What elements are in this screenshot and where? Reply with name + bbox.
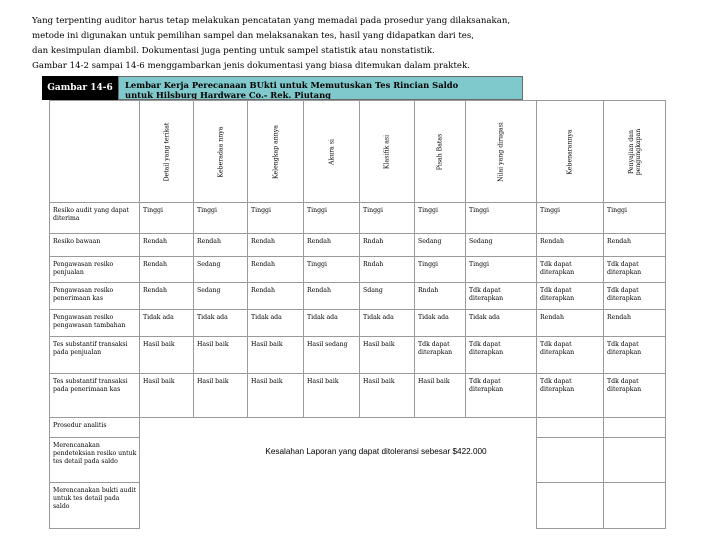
worksheet-title-line: untuk Hilsburg Hardware Co.- Rek. Piutang xyxy=(125,90,332,100)
row-label: Resiko bawaan xyxy=(50,234,140,257)
table-cell: Rndah xyxy=(415,283,466,310)
note-area xyxy=(140,418,537,529)
figure-label: Gambar 14-6 xyxy=(42,76,118,100)
table-cell: Sedang xyxy=(194,283,248,310)
table-cell: Rendah xyxy=(194,234,248,257)
table-cell: Tinggi xyxy=(304,257,360,283)
column-header: Keberadaa nnya xyxy=(194,101,248,203)
intro-line: Yang terpenting auditor harus tetap melakukan pencatatan yang memadai pada prosedur yang dilaksanakan, xyxy=(32,16,511,26)
column-header: Detail yang terikat xyxy=(140,101,194,203)
column-header: Nilai yang dirugasi xyxy=(466,101,537,203)
table-cell: Rendah xyxy=(140,257,194,283)
table-row xyxy=(50,418,666,438)
table-cell: Sedang xyxy=(415,234,466,257)
table-cell: Rendah xyxy=(604,234,666,257)
column-header: Klasifik asi xyxy=(360,101,415,203)
table-cell: Hasil baik xyxy=(360,337,415,374)
header-blank xyxy=(50,101,140,203)
table-cell: Rendah xyxy=(140,234,194,257)
table-cell: Tdk dapat diterapkan xyxy=(537,337,604,374)
table-cell: Rendah xyxy=(304,234,360,257)
table-cell: Rendah xyxy=(537,234,604,257)
tolerable-misstatement-note: Kesalahan Laporan yang dapat ditoleransi sebesar $422.000 xyxy=(265,447,487,456)
table-cell: Tdk dapat diterapkan xyxy=(466,283,537,310)
table-cell: Tidak ada xyxy=(194,310,248,337)
table-cell: Tdk dapat diterapkan xyxy=(415,337,466,374)
column-header: Penyajian dan pengungkapan xyxy=(604,101,666,203)
table-cell: Rendah xyxy=(140,283,194,310)
column-header: Akura si xyxy=(304,101,360,203)
worksheet-title xyxy=(118,76,523,100)
table-cell: Hasil baik xyxy=(194,374,248,418)
table-cell: Tinggi xyxy=(537,203,604,234)
table-cell: Tinggi xyxy=(194,203,248,234)
table-cell: Tinggi xyxy=(360,203,415,234)
table-cell: Rndah xyxy=(360,257,415,283)
table-cell: Hasil baik xyxy=(304,374,360,418)
table-cell: Tdk dapat diterapkan xyxy=(466,337,537,374)
intro-line: metode ini digunakan untuk pemilihan sampel dan melaksanakan tes, hasil yang didapatkan dari tes, xyxy=(32,31,475,41)
table-cell: Tinggi xyxy=(466,257,537,283)
table-cell xyxy=(537,483,604,529)
column-header: Kebenarannya xyxy=(537,101,604,203)
row-label: Pengawasan resiko pengawasan tambahan xyxy=(50,310,140,337)
table-cell: Tdk dapat diterapkan xyxy=(604,283,666,310)
table-row xyxy=(50,310,666,337)
table-cell: Tinggi xyxy=(466,203,537,234)
table-cell: Tidak ada xyxy=(248,310,304,337)
table-cell xyxy=(604,438,666,483)
table-cell xyxy=(537,438,604,483)
table-cell: Hasil baik xyxy=(248,337,304,374)
intro-line: Gambar 14-2 sampai 14-6 menggambarkan jenis dokumentasi yang biasa ditemukan dalam praktek. xyxy=(32,61,470,71)
table-cell: Tdk dapat diterapkan xyxy=(604,337,666,374)
table-cell: Tdk dapat diterapkan xyxy=(604,374,666,418)
intro-paragraph xyxy=(32,14,692,74)
table-cell: Rendah xyxy=(248,234,304,257)
table-cell: Rendah xyxy=(537,310,604,337)
table-row xyxy=(50,283,666,310)
table-cell: Sedang xyxy=(466,234,537,257)
table-cell: Hasil baik xyxy=(140,337,194,374)
table-cell: Rendah xyxy=(304,283,360,310)
evidence-planning-table xyxy=(49,100,666,529)
table-cell: Rendah xyxy=(248,283,304,310)
table-cell: Tinggi xyxy=(304,203,360,234)
table-cell: Hasil sedang xyxy=(304,337,360,374)
table-cell: Tidak ada xyxy=(415,310,466,337)
table-row xyxy=(50,257,666,283)
table-cell: Rendah xyxy=(248,257,304,283)
table-cell: Hasil baik xyxy=(194,337,248,374)
row-label: Pengawasan resiko penjualan xyxy=(50,257,140,283)
row-label: Merencanakan bukti audit untuk tes detail pada saldo xyxy=(50,483,140,529)
intro-line: dan kesimpulan diambil. Dokumentasi juga penting untuk sampel statistik atau nonstatistik. xyxy=(32,46,435,56)
table-cell: Tidak ada xyxy=(360,310,415,337)
table-row xyxy=(50,203,666,234)
table-cell: Rndah xyxy=(360,234,415,257)
table-cell: Tinggi xyxy=(604,203,666,234)
table-cell: Tinggi xyxy=(140,203,194,234)
table-cell xyxy=(604,483,666,529)
table-cell: Tinggi xyxy=(415,257,466,283)
table-cell: Tdk dapat diterapkan xyxy=(537,257,604,283)
worksheet-title-line: Lembar Kerja Perecanaan BUkti untuk Memutuskan Tes Rincian Saldo xyxy=(125,80,459,90)
column-header: Kelengkap annya xyxy=(248,101,304,203)
table-header-row xyxy=(50,101,666,203)
row-label: Tes substantif transaksi pada penerimaan kas xyxy=(50,374,140,418)
table-cell: Tdk dapat diterapkan xyxy=(466,374,537,418)
table-cell: Tdk dapat diterapkan xyxy=(537,374,604,418)
table-row xyxy=(50,374,666,418)
table-cell: Hasil baik xyxy=(140,374,194,418)
table-cell: Tinggi xyxy=(415,203,466,234)
column-header: Pisah Batas xyxy=(415,101,466,203)
table-cell: Tinggi xyxy=(248,203,304,234)
table-cell xyxy=(537,418,604,438)
row-label: Prosedur analitis xyxy=(50,418,140,438)
table-cell xyxy=(604,418,666,438)
row-label: Tes substantif transaksi pada penjualan xyxy=(50,337,140,374)
table-cell: Tdk dapat diterapkan xyxy=(604,257,666,283)
table-row xyxy=(50,337,666,374)
row-label: Merencanakan pendeteksian resiko untuk tes detail pada saldo xyxy=(50,438,140,483)
table-cell: Tidak ada xyxy=(140,310,194,337)
table-cell: Tdk dapat diterapkan xyxy=(537,283,604,310)
row-label: Resiko audit yang dapat diterima xyxy=(50,203,140,234)
table-cell: Hasil baik xyxy=(415,374,466,418)
table-row xyxy=(50,234,666,257)
row-label: Pengawasan resiko penerimaan kas xyxy=(50,283,140,310)
table-cell: Hasil baik xyxy=(360,374,415,418)
table-cell: Sedang xyxy=(194,257,248,283)
table-cell: Tidak ada xyxy=(304,310,360,337)
table-cell: Tidak ada xyxy=(466,310,537,337)
table-cell: Hasil baik xyxy=(248,374,304,418)
table-cell: Sdang xyxy=(360,283,415,310)
table-cell: Rendah xyxy=(604,310,666,337)
